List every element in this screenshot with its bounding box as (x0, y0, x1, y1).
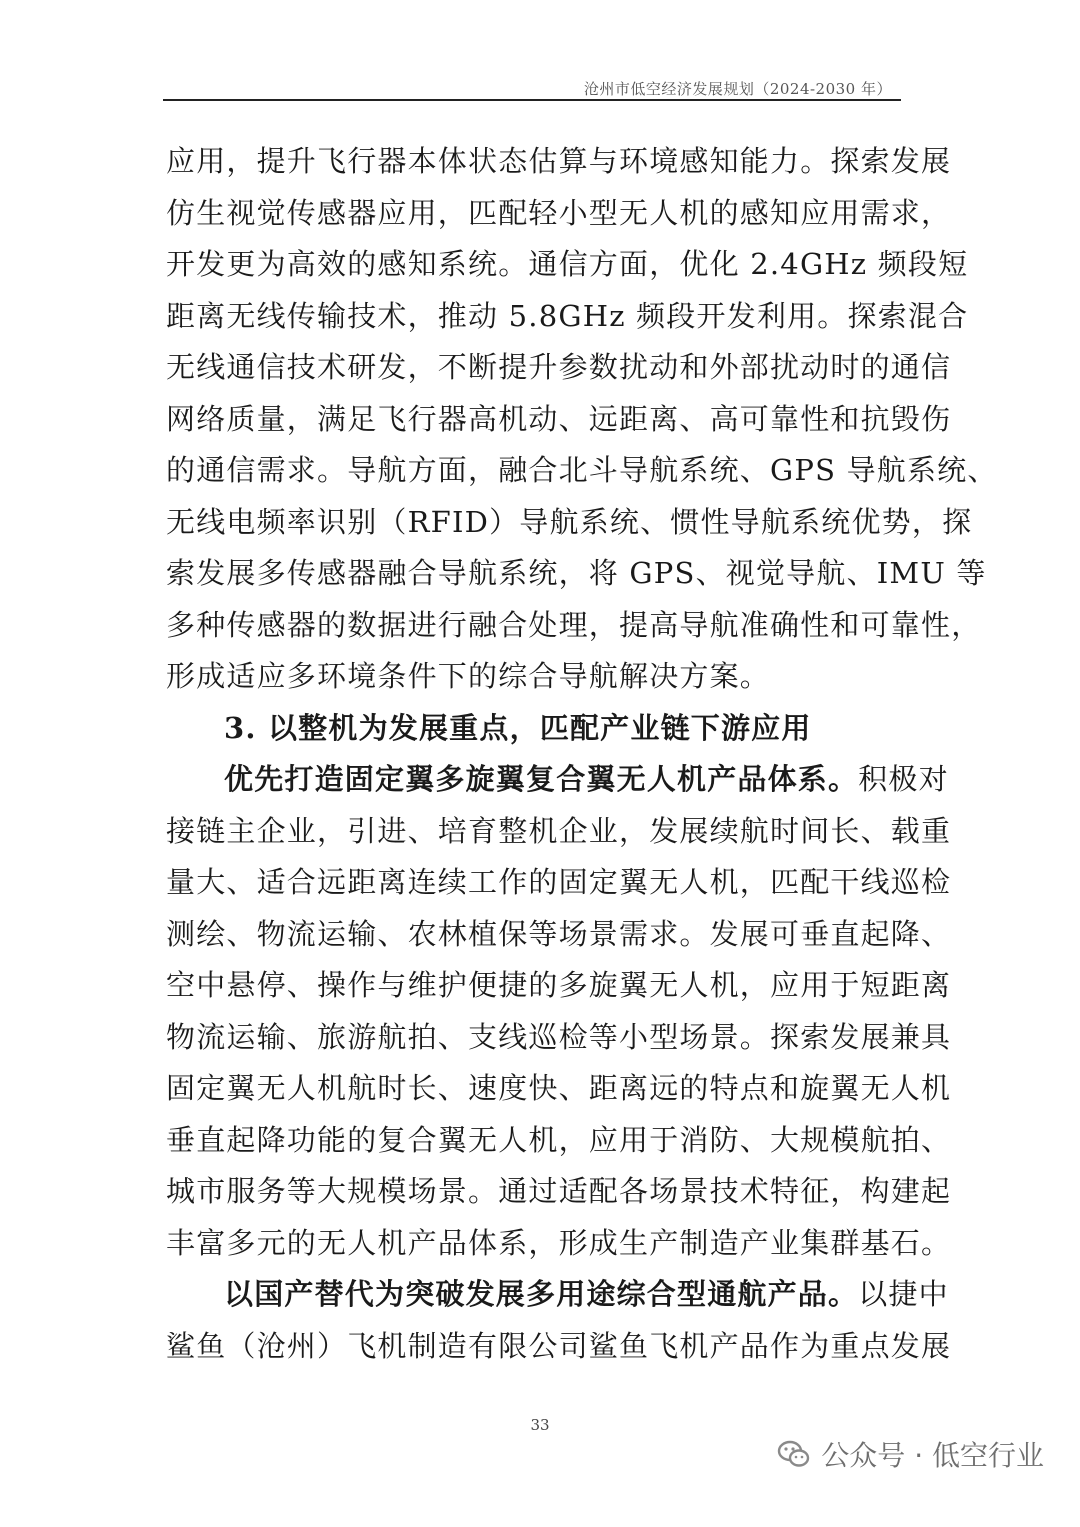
paragraph-lead-bold: 以国产替代为突破发展多用途综合型通航产品。 (224, 1277, 859, 1311)
paragraph-lead-bold: 优先打造固定翼多旋翼复合翼无人机产品体系。 (224, 762, 859, 796)
text-line: 的通信需求。导航方面，融合北斗导航系统、GPS 导航系统、 (166, 453, 998, 487)
header-rule (163, 99, 901, 101)
watermark (777, 1430, 1044, 1478)
page-number: 33 (530, 1416, 550, 1434)
text-line (166, 754, 949, 806)
text-line: 仿生视觉传感器应用，匹配轻小型无人机的感知应用需求， (166, 195, 952, 230)
paragraph-2 (166, 754, 952, 1269)
text-line (166, 1269, 949, 1321)
section-heading: 3. 以整机为发展重点，匹配产业链下游应用 (224, 710, 812, 745)
text-line: 量大、适合远距离连续工作的固定翼无人机，匹配干线巡检 (166, 865, 952, 899)
text-line: 形成适应多环境条件下的综合导航解决方案。 (166, 659, 771, 693)
text-line: 城市服务等大规模场景。通过适配各场景技术特征，构建起 (166, 1174, 952, 1208)
text-line: 垂直起降功能的复合翼无人机，应用于消防、大规模航拍、 (166, 1122, 952, 1157)
text-line: 网络质量，满足飞行器高机动、远距离、高可靠性和抗毁伤 (166, 401, 952, 436)
text-line: 固定翼无人机航时长、速度快、距离远的特点和旋翼无人机 (166, 1071, 952, 1105)
text-line: 物流运输、旅游航拍、支线巡检等小型场景。探索发展兼具 (166, 1019, 952, 1054)
text-line: 应用，提升飞行器本体状态估算与环境感知能力。探索发展 (166, 144, 952, 178)
text-line: 测绘、物流运输、农林植保等场景需求。发展可垂直起降、 (166, 916, 952, 951)
wechat-icon (777, 1439, 811, 1469)
text-line: 鲨鱼（沧州）飞机制造有限公司鲨鱼飞机产品作为重点发展 (166, 1328, 952, 1363)
text-line: 距离无线传输技术，推动 5.8GHz 频段开发利用。探索混合 (166, 298, 969, 333)
paragraph-lead-rest: 以捷中 (858, 1277, 949, 1311)
text-line: 无线通信技术研发，不断提升参数扰动和外部扰动时的通信 (166, 350, 952, 384)
text-line: 多种传感器的数据进行融合处理，提高导航准确性和可靠性， (166, 607, 982, 642)
text-line: 开发更为高效的感知系统。通信方面，优化 2.4GHz 频段短 (166, 247, 969, 281)
body-text (166, 136, 998, 1372)
text-line: 索发展多传感器融合导航系统，将 GPS、视觉导航、IMU 等 (166, 556, 987, 590)
text-line: 空中悬停、操作与维护便捷的多旋翼无人机，应用于短距离 (166, 968, 952, 1002)
text-line: 无线电频率识别（RFID）导航系统、惯性导航系统优势，探 (166, 504, 973, 539)
running-header: 沧州市低空经济发展规划（2024-2030 年） (583, 80, 892, 98)
paragraph-lead-rest: 积极对 (858, 762, 949, 796)
paragraph-1 (166, 136, 998, 703)
paragraph-3 (166, 1269, 952, 1372)
text-line: 丰富多元的无人机产品体系，形成生产制造产业集群基石。 (166, 1225, 952, 1260)
text-line: 接链主企业，引进、培育整机企业，发展续航时间长、载重 (166, 813, 952, 848)
watermark-text: 公众号 · 低空行业 (821, 1439, 1044, 1472)
